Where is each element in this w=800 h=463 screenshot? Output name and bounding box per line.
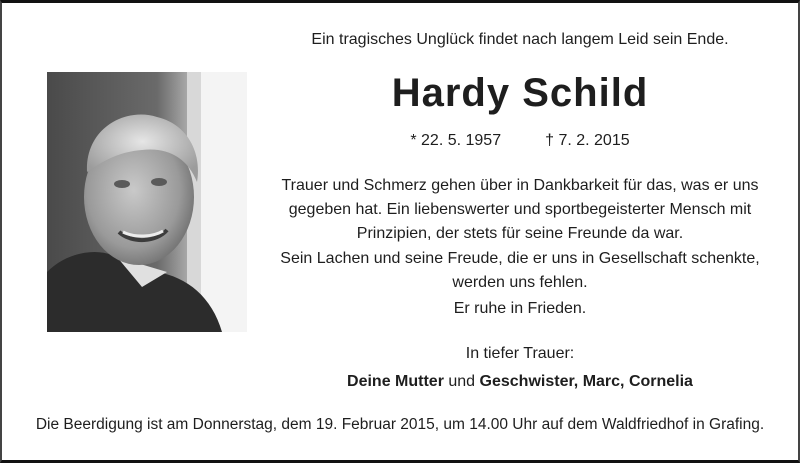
memorial-paragraph-2 [250, 247, 790, 295]
death-date: † 7. 2. 2015 [545, 132, 630, 149]
mourning-label: In tiefer Trauer: [465, 345, 575, 362]
memorial-paragraph-1 [250, 174, 790, 246]
portrait-illustration [47, 72, 247, 332]
text-line: Trauer und Schmerz gehen über in Dankbarkeit für das, was er uns [281, 177, 759, 194]
family-and: und [443, 373, 480, 390]
funeral-info: Die Beerdigung ist am Donnerstag, dem 19. Februar 2015, um 14.00 Uhr auf dem Waldfriedhof in Grafing. [35, 416, 765, 433]
family-mother: Deine Mutter [347, 373, 444, 390]
life-dates [250, 131, 790, 151]
portrait-photo [47, 72, 247, 332]
text-line: gegeben hat. Ein liebenswerter und sportbegeisterter Mensch mit [288, 201, 752, 218]
deceased-name: Hardy Schild [391, 71, 649, 115]
intro-line: Ein tragisches Unglück findet nach langem Leid sein Ende. [311, 31, 729, 48]
text-line: werden uns fehlen. [452, 274, 588, 291]
birth-date: * 22. 5. 1957 [410, 132, 502, 149]
family-signature [250, 370, 790, 394]
text-line: Prinzipien, der stets für seine Freunde da war. [356, 225, 684, 242]
family-siblings: Geschwister, Marc, Cornelia [479, 373, 693, 390]
memorial-paragraph-3: Er ruhe in Frieden. [453, 300, 587, 317]
text-line: Sein Lachen und seine Freude, die er uns in Gesellschaft schenkte, [280, 250, 760, 267]
